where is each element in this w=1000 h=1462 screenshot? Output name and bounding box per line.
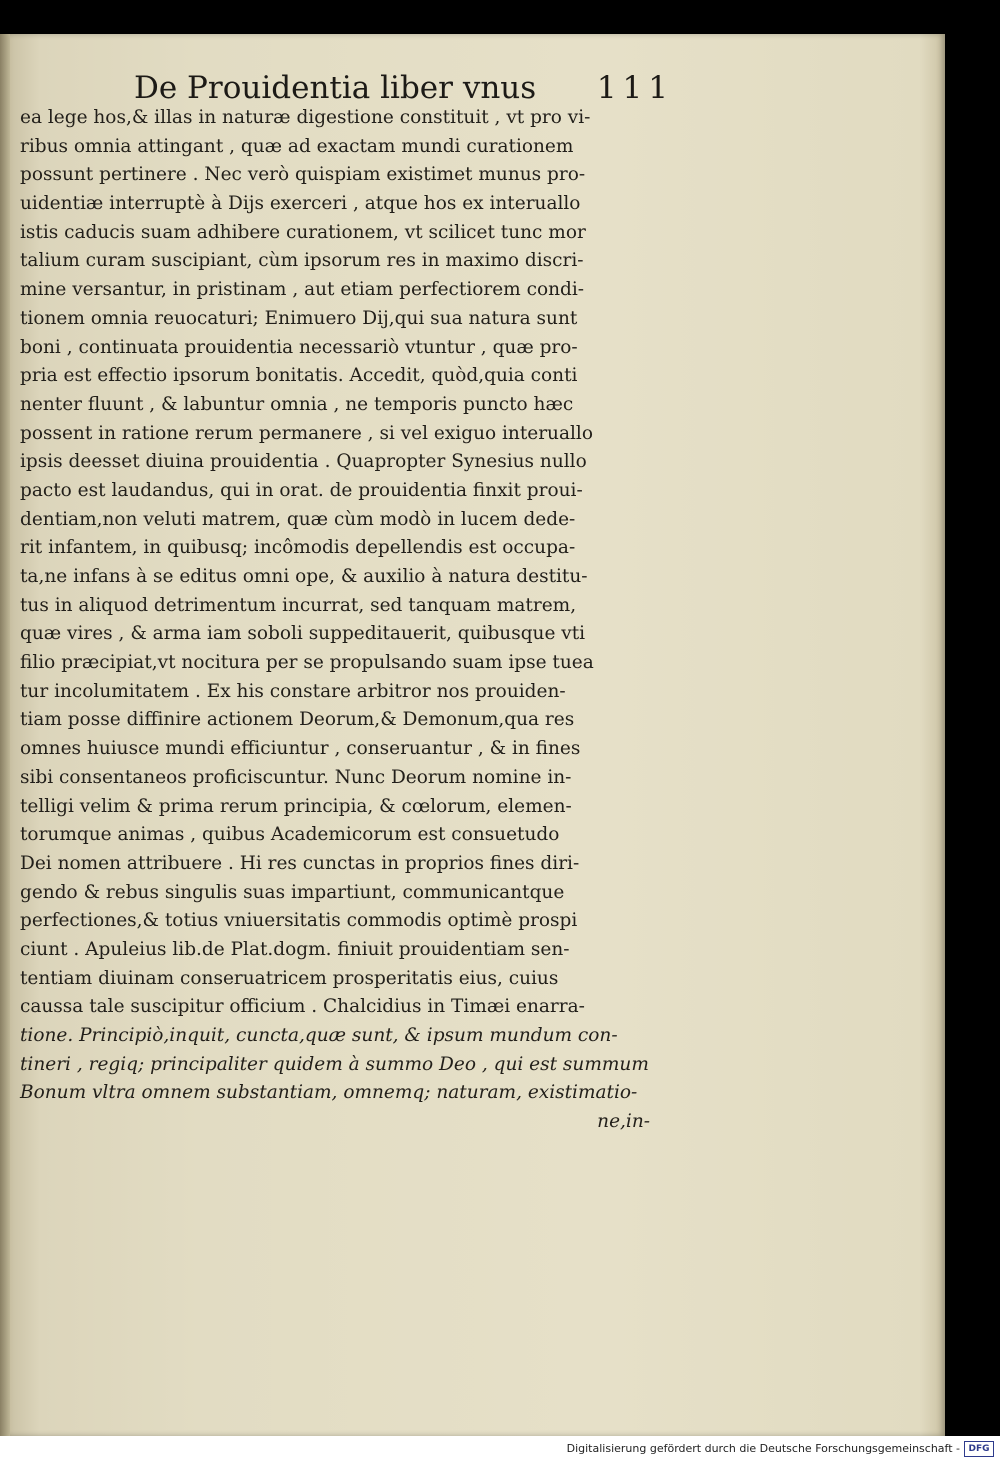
text-line: pria est effectio ipsorum bonitatis. Accedit, quòd,quia conti bbox=[20, 365, 578, 387]
text-line: omnes huiusce mundi efficiuntur , conseruantur , & in fines bbox=[20, 738, 581, 760]
text-line: rit infantem, in quibusq; incômodis depellendis est occupa- bbox=[20, 537, 576, 559]
text-line: quæ vires , & arma iam soboli suppeditauerit, quibusque vti bbox=[20, 623, 586, 645]
text-line: sibi consentaneos proficiscuntur. Nunc Deorum nomine in- bbox=[20, 766, 572, 788]
text-line: Bonum vltra omnem substantiam, omnemq; naturam, existimatio- bbox=[20, 1082, 638, 1104]
text-line: nenter fluunt , & labuntur omnia , ne temporis puncto hæc bbox=[20, 393, 574, 415]
text-line: boni , continuata prouidentia necessariò vtuntur , quæ pro- bbox=[20, 336, 578, 358]
text-line: Dei nomen attribuere . Hi res cunctas in proprios fines diri- bbox=[20, 852, 580, 874]
page-gutter-edge bbox=[0, 34, 10, 1436]
dfg-logo-icon: DFG bbox=[964, 1441, 994, 1457]
catchword: ne,in- bbox=[597, 1111, 650, 1133]
text-line: tineri , regiq; principaliter quidem à summo Deo , qui est summum bbox=[20, 1053, 649, 1075]
text-line: ipsis deesset diuina prouidentia . Quapropter Synesius nullo bbox=[20, 451, 587, 473]
text-line: filio præcipiat,vt nocitura per se propulsando suam ipse tuea bbox=[20, 652, 594, 674]
text-line: tione. Principiò,inquit, cuncta,quæ sunt, & ipsum mundum con- bbox=[20, 1025, 618, 1046]
text-line: caussa tale suscipitur officium . Chalcidius in Timæi enarra- bbox=[20, 996, 585, 1018]
text-line: uidentiæ interruptè à Dijs exerceri , atque hos ex interuallo bbox=[20, 193, 581, 215]
text-line: mine versantur, in pristinam , aut etiam perfectiorem condi- bbox=[20, 279, 585, 301]
text-line: tentiam diuinam conseruatricem prosperitatis eius, cuius bbox=[20, 967, 559, 989]
funding-credit: Digitalisierung gefördert durch die Deutsche Forschungsgemeinschaft - bbox=[566, 1442, 960, 1455]
text-line: tionem omnia reuocaturi; Enimuero Dij,qui sua natura sunt bbox=[20, 307, 578, 329]
text-line: tiam posse diffinire actionem Deorum,& Demonum,qua res bbox=[20, 709, 575, 731]
text-line: ciunt . Apuleius lib.de Plat.dogm. finiuit prouidentiam sen- bbox=[20, 938, 570, 960]
text-line: ta,ne infans à se editus omni ope, & auxilio à natura destitu- bbox=[20, 566, 588, 587]
footer-bar bbox=[0, 1436, 1000, 1462]
text-line: gendo & rebus singulis suas impartiunt, communicantque bbox=[20, 881, 565, 903]
text-line: ea lege hos,& illas in naturæ digestione constituit , vt pro vi- bbox=[20, 107, 591, 128]
body-text bbox=[20, 104, 670, 1137]
text-line: istis caducis suam adhibere curationem, vt scilicet tunc mor bbox=[20, 221, 586, 243]
text-line: pacto est laudandus, qui in orat. de prouidentia finxit proui- bbox=[20, 479, 583, 501]
text-line: possunt pertinere . Nec verò quispiam existimet munus pro- bbox=[20, 164, 586, 186]
text-line: telligi velim & prima rerum principia, & cœlorum, elemen- bbox=[20, 795, 572, 817]
text-line: tus in aliquod detrimentum incurrat, sed tanquam matrem, bbox=[20, 594, 577, 616]
text-line: perfectiones,& totius vniuersitatis commodis optimè prospi bbox=[20, 910, 578, 932]
text-line: ribus omnia attingant , quæ ad exactam mundi curationem bbox=[20, 135, 574, 157]
text-line: talium curam suscipiant, cùm ipsorum res in maximo discri- bbox=[20, 250, 584, 272]
text-line: tur incolumitatem . Ex his constare arbitror nos prouiden- bbox=[20, 680, 566, 702]
page-number: 111 bbox=[596, 70, 674, 106]
text-line: dentiam,non veluti matrem, quæ cùm modò in lucem dede- bbox=[20, 508, 576, 530]
text-line: possent in ratione rerum permanere , si vel exiguo interuallo bbox=[20, 422, 593, 444]
running-head-title: De Prouidentia liber vnus bbox=[134, 70, 537, 106]
text-line: torumque animas , quibus Academicorum est consuetudo bbox=[20, 824, 560, 846]
